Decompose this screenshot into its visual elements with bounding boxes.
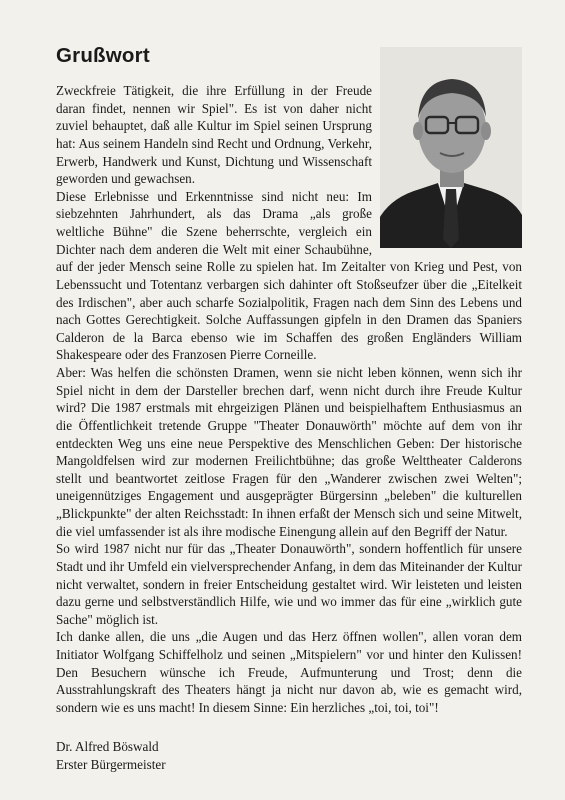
- signature-role: Erster Bürgermeister: [56, 756, 166, 772]
- page-title: Grußwort: [56, 44, 150, 67]
- paragraph-1: Zweckfreie Tätigkeit, die ihre Erfüllung in der Freude daran findet, nennen wir Spiel". Es ist von daher nicht zuviel behauptet, daß alle Kultur im Spiel seinen Ursprung hat: Aus seinem Handeln sind Recht und Ordnung, Verkehr, Erwerb, Handwerk und Kunst, Dichtung und Wissenschaft geworden und gewachsen.: [56, 83, 372, 187]
- paragraph-3: Aber: Was helfen die schönsten Dramen, wenn sie nicht leben können, wenn sich ihr Spiel nicht in dem der Darsteller brechen darf, wenn nicht durch ihre Freude Kultur wird? Die 1987 erstmals mit ehrgeizigen Plänen und beispielhaftem Enthusiasmus an die Öffentlichkeit tretende Gruppe "Theater Donauwörth" möchte auf dem von ihr entdeckten Weg uns eine neue Perspektive des Menschlichen Geben: Der historische Mangoldfelsen wird zur modernen Freilichtbühne; das große Welttheater Calderons stellt und beantwortet zeitlose Fragen für den „Wanderer zwischen zwei Welten"; uneigennütziges Engagement und ausgeprägter Bürgersinn „beleben" die kulturellen „Blickpunkte" der alten Reichsstadt: In ihnen erfaßt der Mensch sich und seine Mitwelt, die viel umfassender ist als ihre modische Einengung allein auf den Begriff der Natur.: [56, 365, 522, 539]
- paragraph-2: Diese Erlebnisse und Erkenntnisse sind nicht neu: Im siebzehnten Jahrhundert, als das Drama „als große weltliche Bühne" die Szene beherrschte, vergleich ein Dichter nach dem anderen die Welt mit einer Schaubühne, auf der jeder Mensch seine Rolle zu spielen hat. Im Zeitalter von Krieg und Pest, von Lebenssucht und Totentanz verbargen sich dahinter oft Stoßseufzer über die „Eitelkeit des Irdischen", aber auch scharfe Sozialpolitik, Fragen nach dem Sinn des Lebens und nach Gottes Gerechtigkeit. Solche Auffassungen gipfeln in den Dramen das Spaniers Calderon de la Barca ebenso wie im Schaffen des großen Engländers William Shakespeare oder des Franzosen Pierre Corneille.: [56, 188, 522, 363]
- letter-body: [56, 82, 522, 717]
- signature-block: [56, 738, 166, 773]
- signature-name: Dr. Alfred Böswald: [56, 739, 159, 754]
- photo-spacer: [372, 82, 522, 244]
- paragraph-5: Ich danke allen, die uns „die Augen und das Herz öffnen wollen", allen voran dem Initiator Wolfgang Schiffelholz und seinen „Mitspielern" vor und hinter den Kulissen! Den Besuchern wünsche ich Freude, Aufmunterung und Trost; denn die Ausstrahlungskraft des Theaters hängt ja nicht nur davon ab, wie es gemacht wird, sondern wie es uns macht! In diesem Sinne: Ein herzliches „toi, toi, toi"!: [56, 629, 522, 715]
- paragraph-4: So wird 1987 nicht nur für das „Theater Donauwörth", sondern hoffentlich für unsere Stadt und ihr Umfeld ein vielversprechender Anfang, in dem das Miteinander der Kultur nicht verwaltet, sondern in freier Entscheidung gestaltet wird. Wir leisteten und leisten dazu gerne und selbstverständlich Hilfe, wie und wo immer das für eine „wirklich gute Sache" möglich ist.: [56, 541, 522, 627]
